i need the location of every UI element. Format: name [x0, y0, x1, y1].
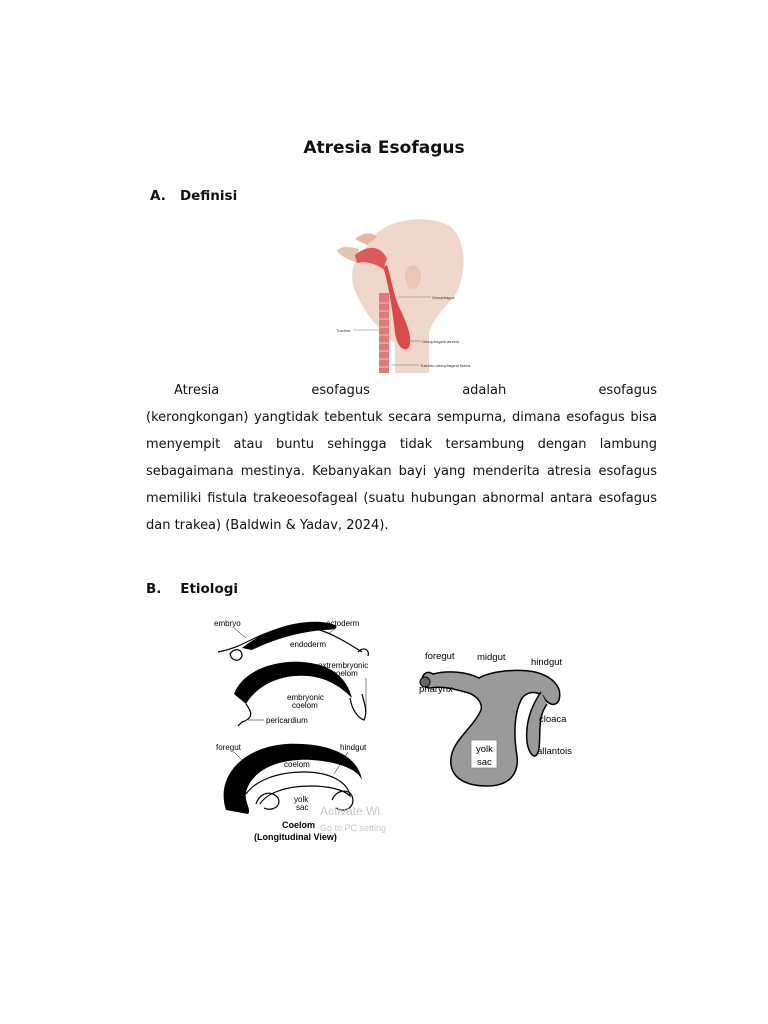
label-coelom-upper: coelom — [332, 669, 358, 678]
para-word: adalah — [462, 383, 507, 398]
embryo-folding-diagram — [212, 614, 394, 850]
label-foregut: foregut — [425, 651, 455, 662]
watermark-line-1: Activate Wi — [320, 804, 381, 818]
para-body: (kerongkongan) yangtidak tebentuk secara sempurna, dimana esofagus bisa menyempit atau buntu sehingga tidak tersambung dengan lambung sebagaimana mestinya. Kebanyakan bayi yang menderita atresia esofagus memiliki fistula trakeoesofageal (suatu hubungan abnormal antara esofagus dan trakea) (Baldwin & Yadav, 2024). — [146, 410, 657, 533]
section-heading-etiologi — [146, 581, 238, 597]
label-extraembryonic: extrembryonic — [318, 661, 369, 670]
page-title: Atresia Esofagus — [303, 138, 465, 158]
para-word: esofagus — [598, 383, 657, 398]
label-ectoderm: ectoderm — [326, 619, 360, 628]
label-tracheo-oesophageal-fistula: Tracheo-oesophageal fistula — [420, 363, 471, 368]
label-hindgut: hindgut — [340, 743, 367, 752]
para-word: esofagus — [311, 383, 370, 398]
label-midgut: midgut — [477, 652, 506, 663]
label-yolk: yolk — [476, 744, 493, 755]
label-embryo: embryo — [214, 619, 241, 628]
section-title: Definisi — [179, 188, 238, 204]
label-pericardium: pericardium — [266, 716, 308, 725]
label-sac: sac — [477, 757, 492, 768]
section-title: Etiologi — [180, 581, 239, 597]
label-endoderm: endoderm — [290, 640, 327, 649]
esophageal-atresia-illustration — [333, 215, 471, 377]
label-trachea: Trachea — [336, 328, 351, 333]
label-sac: sac — [296, 803, 309, 812]
caption-coelom: Coelom — [282, 820, 316, 830]
label-oesophagus: Oesophagus — [432, 295, 455, 300]
label-pharynx: pharynx — [419, 684, 453, 695]
label-oesophageal-atresia: Oesophageal atresia — [422, 339, 459, 344]
label-coelom-middle: coelom — [284, 760, 310, 769]
section-label: A. — [150, 188, 166, 204]
label-embryonic: embryonic — [287, 693, 324, 702]
label-embryonic-coelom: coelom — [292, 701, 318, 710]
definition-paragraph — [146, 377, 657, 539]
section-label: B. — [146, 581, 162, 597]
label-yolk: yolk — [294, 795, 309, 804]
label-foregut: foregut — [216, 743, 241, 752]
para-word: Atresia — [174, 383, 220, 398]
label-hindgut: hindgut — [531, 657, 563, 668]
label-cloaca: cloaca — [539, 714, 567, 725]
watermark-line-2: Go to PC setting — [320, 823, 387, 833]
caption-longitudinal-view: (Longitudinal View) — [254, 832, 337, 842]
primitive-gut-diagram — [415, 648, 585, 794]
label-allantois: allantois — [537, 746, 572, 757]
section-heading-definisi — [150, 188, 237, 204]
